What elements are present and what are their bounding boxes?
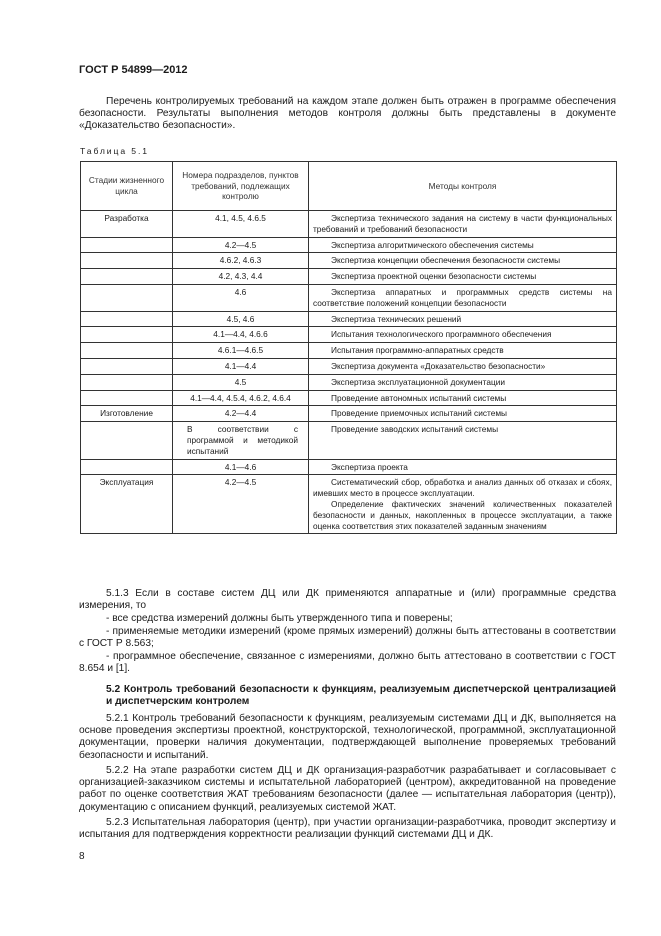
method-cell: Проведение автономных испытаний системы (309, 390, 617, 406)
bullet-item: - применяемые методики измерений (кроме прямых измерений) должны быть аттестованы в соответствии с ГОСТ Р 8.563; (79, 626, 616, 650)
table-caption: Таблица 5.1 (80, 146, 149, 156)
method-cell: Экспертиза концепции обеспечения безопасности системы (309, 253, 617, 269)
table-row (81, 374, 617, 390)
header-numbers: Номера подразделов, пунктов требований, подлежащих контролю (173, 162, 309, 211)
number-cell: 4.6 (173, 284, 309, 311)
method-cell: Экспертиза эксплуатационной документации (309, 374, 617, 390)
number-cell: 4.2, 4.3, 4.4 (173, 269, 309, 285)
method-cell: Испытания программно-аппаратных средств (309, 343, 617, 359)
table-row (81, 343, 617, 359)
intro-paragraph: Перечень контролируемых требований на каждом этапе должен быть отражен в программе обеспечения безопасности. Результаты выполнения методов контроля должны быть представлены в документе «Доказательство безопасности». (79, 96, 616, 132)
number-cell: 4.2—4.5 (173, 237, 309, 253)
number-cell: 4.1—4.4, 4.5.4, 4.6.2, 4.6.4 (173, 390, 309, 406)
number-cell: 4.5, 4.6 (173, 311, 309, 327)
number-cell: 4.2—4.4 (173, 406, 309, 422)
section-heading-5-2: 5.2 Контроль требований безопасности к функциям, реализуемым диспетчерской централизацией и диспетчерским контролем (106, 684, 616, 708)
table-row (81, 311, 617, 327)
number-cell: 4.1—4.4, 4.6.6 (173, 327, 309, 343)
stage-cell: Разработка (81, 211, 173, 238)
number-cell: 4.1, 4.5, 4.6.5 (173, 211, 309, 238)
stage-cell: Изготовление (81, 406, 173, 422)
number-cell: 4.6.1—4.6.5 (173, 343, 309, 359)
table-header-row (81, 162, 617, 211)
table-row (81, 253, 617, 269)
method-cell: Экспертиза проектной оценки безопасности системы (309, 269, 617, 285)
method-cell: Проведение заводских испытаний системы (309, 422, 617, 459)
paragraph-5-2-3: 5.2.3 Испытательная лаборатория (центр), при участии организации-разработчика, проводит экспертизу и испытания для подтверждения корректности реализации функций системами ДЦ и ДК. (79, 817, 616, 841)
number-cell: 4.6.2, 4.6.3 (173, 253, 309, 269)
table-row (81, 475, 617, 534)
number-cell: В соответствии с программой и методикой испытаний (173, 422, 309, 459)
method-cell: Систематический сбор, обработка и анализ данных об отказах и сбоях, имевших место в процессе эксплуатации. Определение фактических значений количественных показателей безопасности и данных, накопленных в процессе эксплуатации, а также оценка соответствия этих показателей заданным значениям (309, 475, 617, 534)
method-cell: Экспертиза технического задания на систему в части функциональных требований и требований безопасности (309, 211, 617, 238)
method-cell: Испытания технологического программного обеспечения (309, 327, 617, 343)
paragraph-5-2-1: 5.2.1 Контроль требований безопасности к функциям, реализуемым системами ДЦ и ДК, выполняется на основе проведения экспертизы проектной, конструкторской, технологической, программной, эксплуатационной документации, проверки наличия документации, подтверждающей выполнение проверяемых требований безопасности и испытаний. (79, 713, 616, 761)
method-cell: Экспертиза аппаратных и программных средств системы на соответствие положений концепции безопасности (309, 284, 617, 311)
stage-cell: Эксплуатация (81, 475, 173, 534)
number-cell: 4.5 (173, 374, 309, 390)
table-row (81, 211, 617, 238)
header-stage: Стадии жизненного цикла (81, 162, 173, 211)
table-row (81, 284, 617, 311)
number-cell: 4.2—4.5 (173, 475, 309, 534)
method-cell: Экспертиза документа «Доказательство безопасности» (309, 358, 617, 374)
table-row (81, 237, 617, 253)
paragraph-5-2-2: 5.2.2 На этапе разработки систем ДЦ и ДК организация-разработчик разрабатывает и согласовывает с организацией-заказчиком системы и испытательной лабораторией (центром), аккредитованной на проведение работ по оценке соответствия ЖАТ требованиям безопасности (далее — испытательная лаборатория (центр)), документацию с описанием функций, реализуемых системой ЖАТ. (79, 765, 616, 813)
number-cell: 4.1—4.4 (173, 358, 309, 374)
table-row (81, 422, 617, 459)
header-methods: Методы контроля (309, 162, 617, 211)
paragraph-5-1-3: 5.1.3 Если в составе систем ДЦ или ДК применяются аппаратные и (или) программные средства измерения, то (79, 588, 616, 612)
table-row (81, 269, 617, 285)
method-cell: Проведение приемочных испытаний системы (309, 406, 617, 422)
document-header: ГОСТ Р 54899—2012 (79, 64, 188, 76)
table-row (81, 358, 617, 374)
table-row (81, 327, 617, 343)
table-row (81, 459, 617, 475)
page-number: 8 (79, 851, 85, 862)
table-row (81, 390, 617, 406)
number-cell: 4.1—4.6 (173, 459, 309, 475)
method-cell: Экспертиза алгоритмического обеспечения системы (309, 237, 617, 253)
table-row (81, 406, 617, 422)
control-methods-table (80, 161, 617, 534)
bullet-item: - программное обеспечение, связанное с измерениями, должно быть аттестовано в соответствии с ГОСТ 8.654 и [1]. (79, 651, 616, 675)
method-cell: Экспертиза проекта (309, 459, 617, 475)
bullet-item: - все средства измерений должны быть утвержденного типа и поверены; (106, 613, 453, 624)
method-cell: Экспертиза технических решений (309, 311, 617, 327)
